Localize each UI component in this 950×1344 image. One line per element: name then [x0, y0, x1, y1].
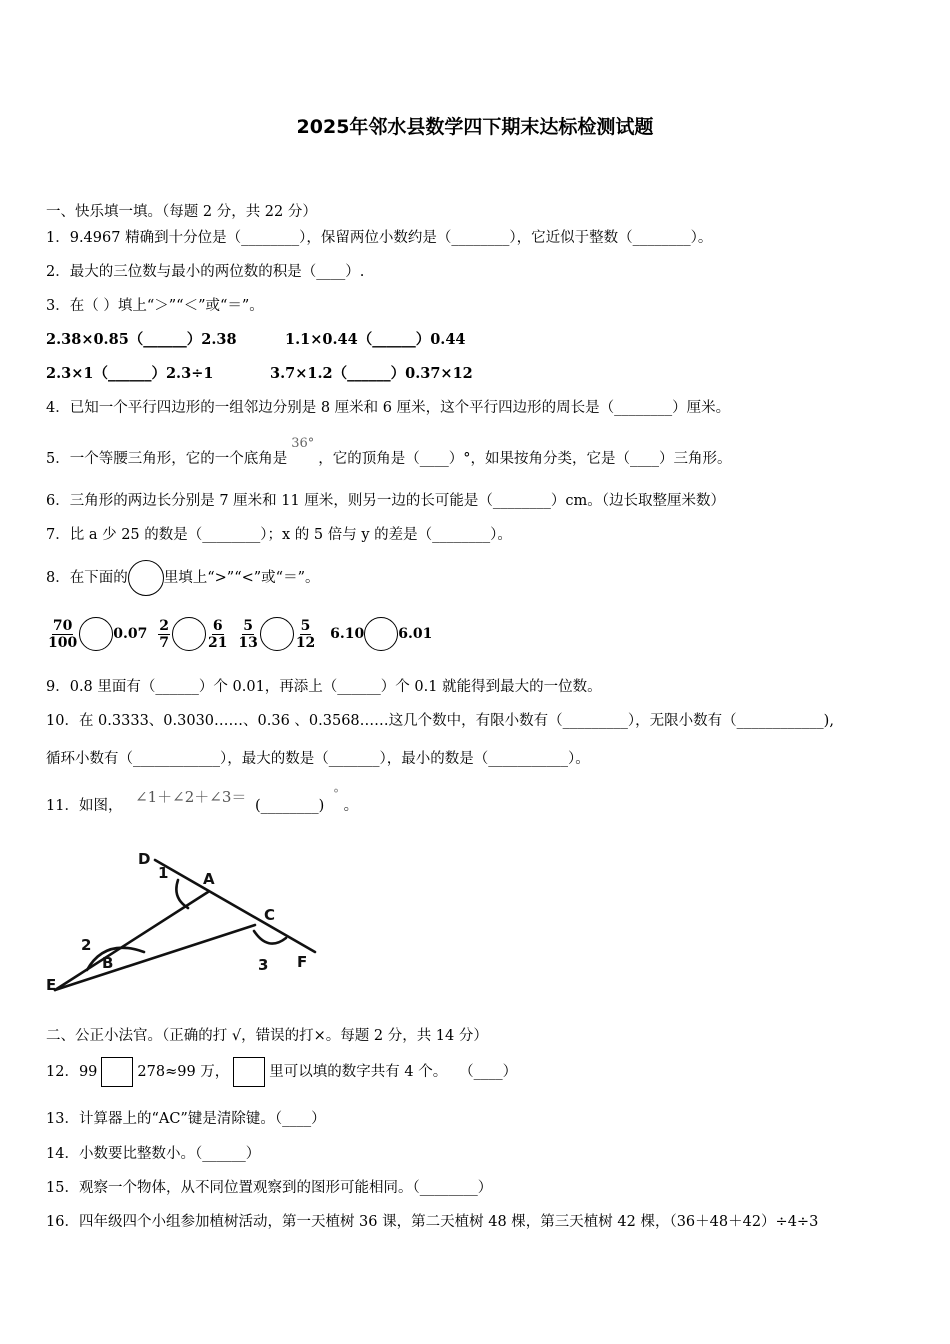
value-6-01: 6.01	[398, 626, 433, 642]
label-b: B	[102, 954, 114, 972]
q5-degree-image: 36°	[291, 436, 315, 451]
question-6: 6．三角形的两边长分别是 7 厘米和 11 厘米，则另一边的长可能是（________）cm。（边长取整厘米数）	[46, 493, 725, 509]
q5-suffix: ，它的顶角是（____）°，如果按角分类，它是（____）三角形。	[318, 450, 732, 467]
question-3c: 2.3×1（______）2.3÷1	[46, 365, 214, 382]
angle-figure	[40, 840, 340, 1010]
compare-circle-4[interactable]	[364, 617, 398, 651]
label-a: A	[203, 870, 215, 888]
q8-suffix: 里填上“>”“<”或“＝”。	[163, 570, 320, 586]
question-3: 3．在（ ）填上“＞”“＜”或“＝”。	[46, 298, 264, 314]
q11-blank: (________)	[255, 798, 325, 814]
q12-prefix: 12．99	[46, 1064, 98, 1080]
fraction-5-12: $\frac{5}{12}$	[295, 617, 316, 651]
q11-angle-expression: ∠1＋∠2＋∠3＝	[135, 788, 247, 806]
label-angle-3: 3	[258, 956, 269, 974]
q11-prefix: 11．如图，	[46, 798, 123, 814]
q8-example-circle	[128, 560, 164, 596]
question-3d: 3.7×1.2（______）0.37×12	[270, 365, 473, 382]
fraction-70-100: $\frac{70}{100}$	[48, 617, 78, 651]
label-angle-1: 1	[158, 864, 169, 882]
q12-middle: 278≈99 万，	[137, 1064, 230, 1080]
section-1-heading: 一、快乐填一填。（每题 2 分，共 22 分）	[46, 204, 317, 220]
question-15: 15．观察一个物体，从不同位置观察到的图形可能相同。（________）	[46, 1180, 493, 1196]
question-16: 16．四年级四个小组参加植树活动，第一天植树 36 课，第二天植树 48 棵，第三天植树 42 棵，（36＋48＋42）÷4÷3	[46, 1214, 819, 1230]
value-0-07: 0.07	[113, 626, 148, 642]
question-8	[46, 560, 320, 596]
question-9: 9．0.8 里面有（______）个 0.01，再添上（______）个 0.1 就能得到最大的一位数。	[46, 679, 602, 695]
question-10-line-1: 10．在 0.3333、0.3030……、0.36 、0.3568……这几个数中，有限小数有（_________），无限小数有（____________),	[46, 713, 834, 729]
question-3b: 1.1×0.44（______）0.44	[285, 331, 466, 348]
fraction-5-13: $\frac{5}{13}$	[238, 617, 258, 651]
q11-degree: °	[332, 787, 339, 801]
fraction-6-21: $\frac{6}{21}$	[207, 617, 228, 651]
fraction-2-7: $\frac{2}{7}$	[159, 617, 169, 651]
line-eb-c	[55, 925, 255, 990]
angle-1-arc	[176, 880, 188, 908]
label-c: C	[264, 906, 276, 924]
question-2: 2．最大的三位数与最小的两位数的积是（____）.	[46, 264, 365, 280]
question-3a: 2.38×0.85（______）2.38	[46, 331, 237, 348]
page-title: 2025年邻水县数学四下期末达标检测试题	[296, 116, 654, 138]
compare-circle-1[interactable]	[79, 617, 113, 651]
label-d: D	[138, 850, 151, 868]
question-1: 1．9.4967 精确到十分位是（________），保留两位小数约是（________），它近似于整数（________）。	[46, 230, 713, 246]
compare-circle-3[interactable]	[260, 617, 294, 651]
q11-end: 。	[343, 798, 359, 814]
question-14: 14．小数要比整数小。（______）	[46, 1146, 261, 1162]
question-13: 13．计算器上的“AC”键是清除键。（____）	[46, 1111, 326, 1127]
q8-prefix: 8．在下面的	[46, 570, 128, 586]
question-11	[46, 787, 359, 815]
q12-box-2[interactable]	[233, 1057, 265, 1087]
q5-prefix: 5．一个等腰三角形，它的一个底角是	[46, 450, 288, 467]
q12-box-1[interactable]	[101, 1057, 133, 1087]
q12-suffix: 里可以填的数字共有 4 个。 （____）	[269, 1064, 518, 1080]
question-4: 4．已知一个平行四边形的一组邻边分别是 8 厘米和 6 厘米，这个平行四边形的周长是（________）厘米。	[46, 400, 731, 416]
question-12	[46, 1056, 517, 1088]
label-f: F	[297, 953, 308, 971]
label-angle-2: 2	[81, 936, 92, 954]
section-2-heading: 二、公正小法官。（正确的打 √，错误的打×。每题 2 分，共 14 分）	[46, 1028, 488, 1044]
question-10-line-2: 循环小数有（____________），最大的数是（_______），最小的数是（___________）。	[46, 751, 590, 767]
value-6-10: 6.10	[330, 626, 365, 642]
line-da-cf	[155, 860, 315, 952]
question-8-items	[46, 614, 432, 654]
question-5	[46, 436, 732, 468]
question-7: 7．比 a 少 25 的数是（________）；x 的 5 倍与 y 的差是（________）。	[46, 527, 512, 543]
label-e: E	[46, 976, 57, 994]
compare-circle-2[interactable]	[172, 617, 206, 651]
